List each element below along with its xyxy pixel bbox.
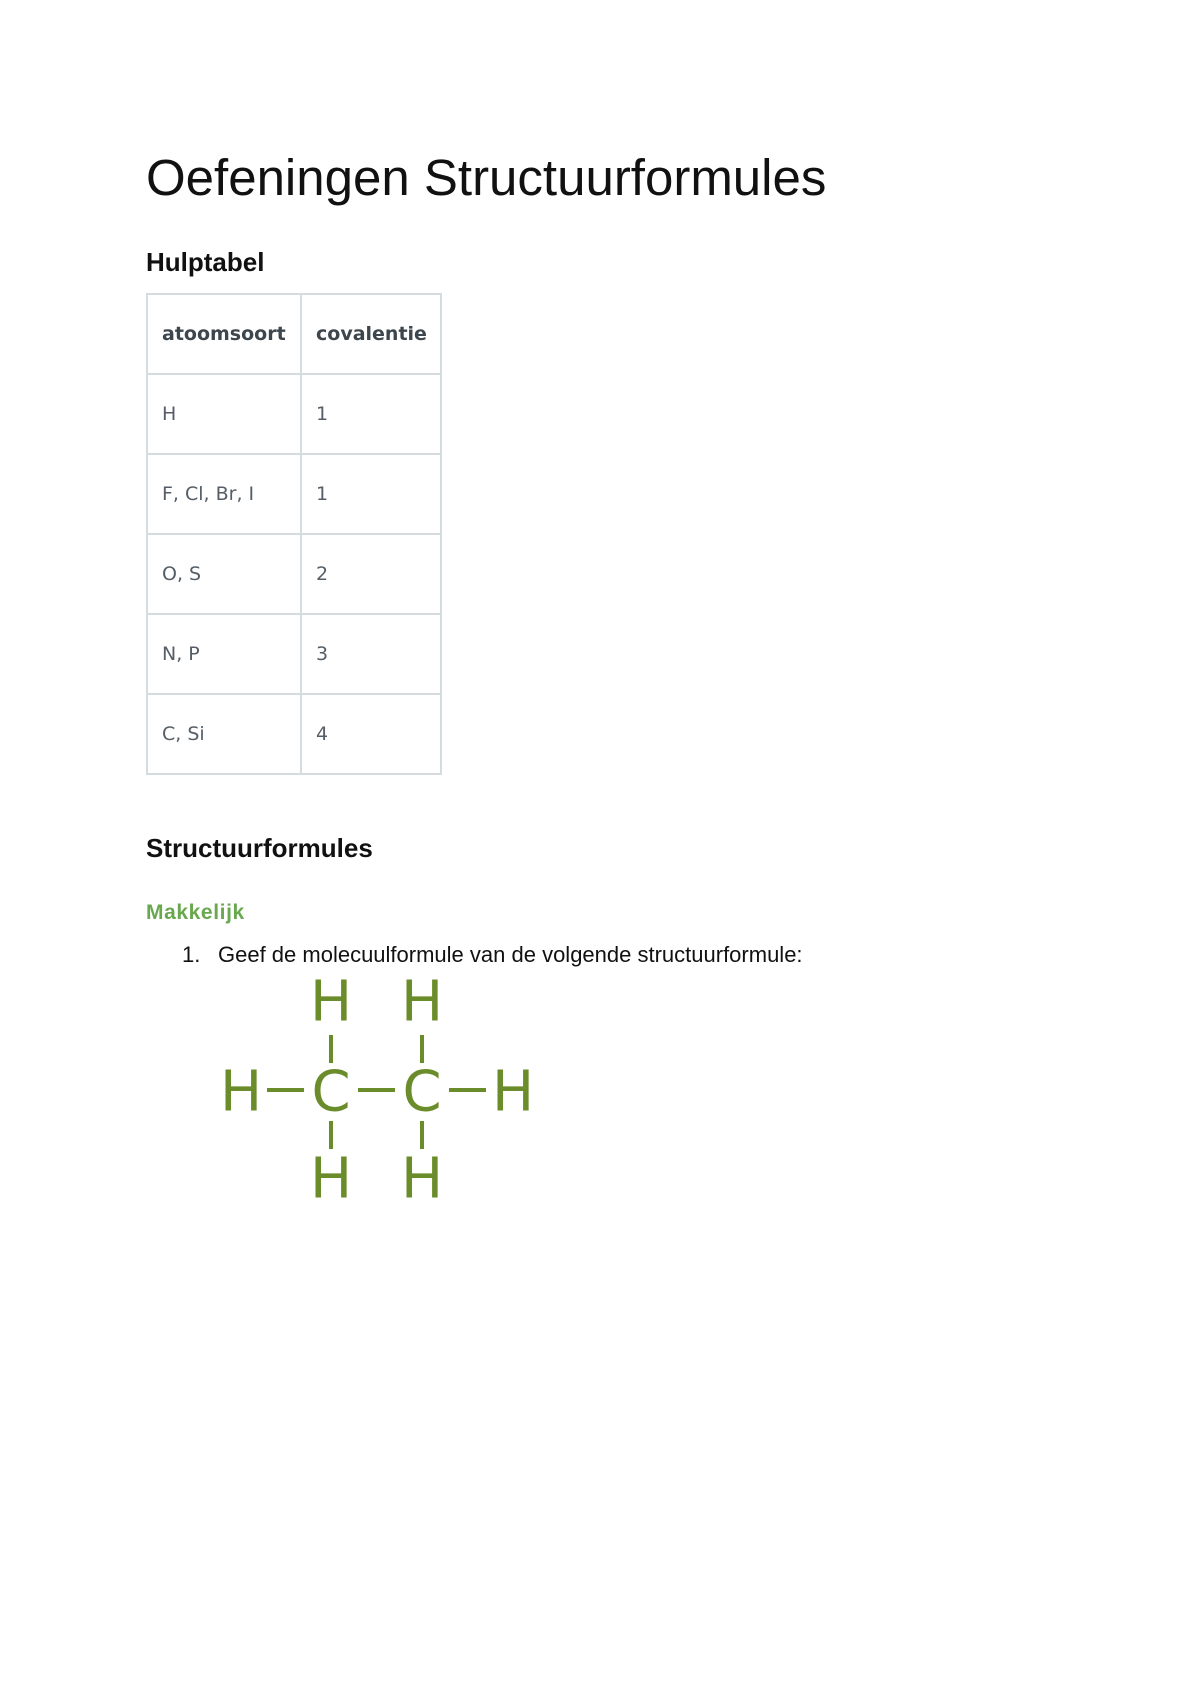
atom-hydrogen-bottom-left: H: [309, 1146, 353, 1212]
help-table-heading: Hulptabel: [146, 247, 265, 277]
table-cell-covalence: 1: [301, 374, 441, 454]
structure-formulas-heading: Structuurformules: [146, 833, 373, 863]
table-row: [147, 374, 441, 454]
table-cell-covalence: 4: [301, 694, 441, 774]
atom-carbon-1: C: [311, 1059, 351, 1125]
table-cell-covalence: 3: [301, 614, 441, 694]
table-cell-covalence: 1: [301, 454, 441, 534]
table-cell-atom-type: F, Cl, Br, I: [147, 454, 301, 534]
table-cell-covalence: 2: [301, 534, 441, 614]
atom-hydrogen-bottom-right: H: [400, 1146, 444, 1212]
table-row: [147, 614, 441, 694]
table-row: [147, 694, 441, 774]
table-cell-atom-type: O, S: [147, 534, 301, 614]
atom-hydrogen-right: H: [491, 1059, 535, 1125]
table-cell-atom-type: C, Si: [147, 694, 301, 774]
help-table: [146, 293, 442, 775]
question-number: 1.: [182, 942, 201, 967]
page-title: Oefeningen Structuurformules: [146, 149, 827, 206]
question-text: Geef de molecuulformule van de volgende structuurformule:: [218, 942, 803, 967]
atom-hydrogen-top-right: H: [400, 969, 444, 1035]
column-header-covalence: covalentie: [301, 294, 441, 374]
table-header-row: [147, 294, 441, 374]
table-row: [147, 454, 441, 534]
help-table-container: [146, 293, 442, 775]
atom-carbon-2: C: [402, 1059, 442, 1125]
column-header-atom-type: atoomsoort: [147, 294, 301, 374]
atom-hydrogen-top-left: H: [309, 969, 353, 1035]
ethane-structural-formula: [210, 965, 550, 1213]
atom-hydrogen-left: H: [219, 1059, 263, 1125]
difficulty-label: Makkelijk: [146, 901, 245, 924]
table-cell-atom-type: H: [147, 374, 301, 454]
table-cell-atom-type: N, P: [147, 614, 301, 694]
table-row: [147, 534, 441, 614]
